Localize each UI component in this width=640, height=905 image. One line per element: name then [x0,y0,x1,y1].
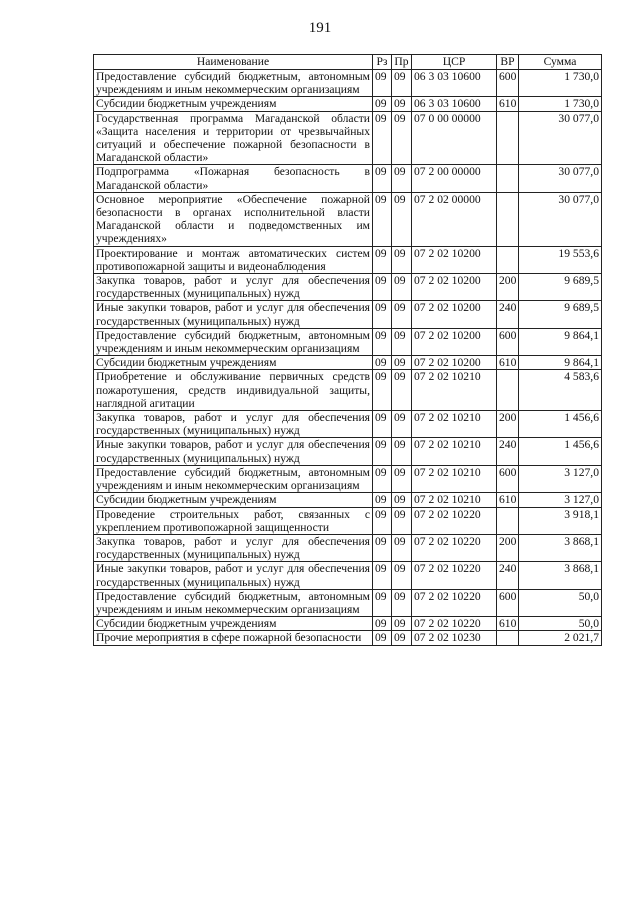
cell-name: Закупка товаров, работ и услуг для обеспечения государственных (муниципальных) нужд [94,534,373,561]
cell-sum: 2 021,7 [519,631,602,645]
cell-pr: 09 [392,589,412,616]
cell-name: Закупка товаров, работ и услуг для обеспечения государственных (муниципальных) нужд [94,411,373,438]
cell-csr: 07 2 02 10200 [412,274,497,301]
cell-rz: 09 [373,562,392,589]
cell-csr: 07 2 02 10210 [412,493,497,507]
table-row [94,356,602,370]
cell-sum: 30 077,0 [519,192,602,246]
cell-rz: 09 [373,617,392,631]
cell-csr: 07 2 02 10210 [412,411,497,438]
cell-name: Субсидии бюджетным учреждениям [94,97,373,111]
cell-name: Прочие мероприятия в сфере пожарной безопасности [94,631,373,645]
cell-name: Приобретение и обслуживание первичных средств пожаротушения, средств индивидуальной защиты, наглядной агитации [94,370,373,411]
cell-name: Предоставление субсидий бюджетным, автономным учреждениям и иным некоммерческим организациям [94,465,373,492]
cell-vr [497,192,519,246]
cell-rz: 09 [373,411,392,438]
table-row [94,165,602,192]
cell-vr: 600 [497,328,519,355]
table-row [94,370,602,411]
table-row [94,97,602,111]
cell-name: Предоставление субсидий бюджетным, автономным учреждениям и иным некоммерческим организациям [94,589,373,616]
table-row [94,246,602,273]
header-sum: Сумма [519,55,602,70]
cell-name: Подпрограмма «Пожарная безопасность в Магаданской области» [94,165,373,192]
table-row [94,111,602,165]
cell-pr: 09 [392,617,412,631]
cell-pr: 09 [392,328,412,355]
cell-vr: 200 [497,274,519,301]
cell-vr: 610 [497,97,519,111]
cell-sum: 9 864,1 [519,356,602,370]
cell-sum: 9 864,1 [519,328,602,355]
cell-rz: 09 [373,192,392,246]
cell-name: Субсидии бюджетным учреждениям [94,356,373,370]
cell-pr: 09 [392,301,412,328]
cell-csr: 07 2 02 10220 [412,589,497,616]
table-row [94,192,602,246]
header-vr: ВР [497,55,519,70]
cell-rz: 09 [373,631,392,645]
cell-sum: 30 077,0 [519,111,602,165]
cell-csr: 07 2 02 10220 [412,534,497,561]
cell-vr [497,507,519,534]
cell-vr: 610 [497,493,519,507]
table-row [94,562,602,589]
cell-csr: 07 2 02 10220 [412,507,497,534]
cell-vr: 240 [497,562,519,589]
cell-rz: 09 [373,70,392,97]
cell-csr: 07 2 02 10210 [412,370,497,411]
cell-rz: 09 [373,328,392,355]
cell-pr: 09 [392,70,412,97]
cell-csr: 07 2 02 10210 [412,438,497,465]
table-row [94,493,602,507]
cell-pr: 09 [392,562,412,589]
table-header-row [94,55,602,70]
cell-rz: 09 [373,356,392,370]
cell-csr: 07 2 02 10200 [412,356,497,370]
cell-csr: 07 2 02 10210 [412,465,497,492]
table-row [94,507,602,534]
cell-vr: 240 [497,301,519,328]
cell-pr: 09 [392,438,412,465]
cell-csr: 07 2 02 10220 [412,562,497,589]
cell-vr [497,370,519,411]
cell-pr: 09 [392,411,412,438]
cell-sum: 3 127,0 [519,493,602,507]
cell-name: Предоставление субсидий бюджетным, автономным учреждениям и иным некоммерческим организациям [94,328,373,355]
cell-sum: 4 583,6 [519,370,602,411]
header-pr: Пр [392,55,412,70]
table-body [94,70,602,646]
header-rz: Рз [373,55,392,70]
header-name: Наименование [94,55,373,70]
cell-pr: 09 [392,356,412,370]
cell-vr: 610 [497,617,519,631]
cell-csr: 07 2 02 10230 [412,631,497,645]
cell-rz: 09 [373,274,392,301]
cell-sum: 1 730,0 [519,70,602,97]
cell-sum: 3 918,1 [519,507,602,534]
cell-csr: 06 3 03 10600 [412,70,497,97]
cell-sum: 50,0 [519,617,602,631]
cell-sum: 1 730,0 [519,97,602,111]
cell-sum: 30 077,0 [519,165,602,192]
table-row [94,589,602,616]
cell-csr: 07 2 02 10200 [412,246,497,273]
cell-rz: 09 [373,493,392,507]
cell-name: Субсидии бюджетным учреждениям [94,617,373,631]
cell-vr: 600 [497,589,519,616]
cell-rz: 09 [373,246,392,273]
cell-name: Основное мероприятие «Обеспечение пожарной безопасности в органах исполнительной власти Магаданской области и подведомственных им учреждениях» [94,192,373,246]
budget-table [93,54,602,646]
cell-sum: 19 553,6 [519,246,602,273]
cell-sum: 1 456,6 [519,438,602,465]
cell-csr: 07 2 02 10200 [412,301,497,328]
cell-name: Предоставление субсидий бюджетным, автономным учреждениям и иным некоммерческим организациям [94,70,373,97]
cell-pr: 09 [392,370,412,411]
cell-csr: 07 2 02 10220 [412,617,497,631]
cell-vr: 200 [497,411,519,438]
cell-rz: 09 [373,97,392,111]
cell-rz: 09 [373,301,392,328]
cell-vr: 600 [497,465,519,492]
cell-csr: 07 2 02 10200 [412,328,497,355]
cell-sum: 1 456,6 [519,411,602,438]
cell-vr [497,631,519,645]
cell-name: Государственная программа Магаданской области «Защита населения и территории от чрезвычайных ситуаций и обеспечение пожарной безопасности в Магаданской области» [94,111,373,165]
table-row [94,465,602,492]
cell-name: Иные закупки товаров, работ и услуг для обеспечения государственных (муниципальных) нужд [94,301,373,328]
cell-pr: 09 [392,192,412,246]
cell-sum: 9 689,5 [519,301,602,328]
cell-pr: 09 [392,274,412,301]
cell-csr: 07 0 00 00000 [412,111,497,165]
cell-rz: 09 [373,589,392,616]
table-row [94,411,602,438]
cell-vr: 200 [497,534,519,561]
cell-pr: 09 [392,507,412,534]
table-row [94,438,602,465]
cell-sum: 9 689,5 [519,274,602,301]
cell-name: Субсидии бюджетным учреждениям [94,493,373,507]
cell-name: Проведение строительных работ, связанных с укреплением противопожарной защищенности [94,507,373,534]
header-csr: ЦСР [412,55,497,70]
cell-rz: 09 [373,165,392,192]
table-row [94,617,602,631]
cell-sum: 3 127,0 [519,465,602,492]
cell-pr: 09 [392,111,412,165]
cell-rz: 09 [373,438,392,465]
cell-name: Закупка товаров, работ и услуг для обеспечения государственных (муниципальных) нужд [94,274,373,301]
cell-rz: 09 [373,370,392,411]
table-row [94,534,602,561]
cell-vr: 240 [497,438,519,465]
cell-pr: 09 [392,534,412,561]
cell-pr: 09 [392,631,412,645]
cell-rz: 09 [373,465,392,492]
cell-rz: 09 [373,507,392,534]
page-number: 191 [308,20,332,36]
cell-rz: 09 [373,111,392,165]
cell-rz: 09 [373,534,392,561]
cell-pr: 09 [392,493,412,507]
cell-vr [497,246,519,273]
cell-vr: 610 [497,356,519,370]
table-row [94,328,602,355]
table-row [94,70,602,97]
cell-pr: 09 [392,465,412,492]
cell-vr [497,165,519,192]
cell-name: Проектирование и монтаж автоматических систем противопожарной защиты и видеонаблюдения [94,246,373,273]
cell-sum: 3 868,1 [519,562,602,589]
cell-pr: 09 [392,246,412,273]
cell-vr: 600 [497,70,519,97]
cell-pr: 09 [392,97,412,111]
cell-sum: 50,0 [519,589,602,616]
cell-csr: 06 3 03 10600 [412,97,497,111]
table-row [94,274,602,301]
cell-name: Иные закупки товаров, работ и услуг для обеспечения государственных (муниципальных) нужд [94,438,373,465]
table-row [94,631,602,645]
cell-name: Иные закупки товаров, работ и услуг для обеспечения государственных (муниципальных) нужд [94,562,373,589]
cell-sum: 3 868,1 [519,534,602,561]
cell-csr: 07 2 02 00000 [412,192,497,246]
cell-vr [497,111,519,165]
cell-pr: 09 [392,165,412,192]
table-row [94,301,602,328]
cell-csr: 07 2 00 00000 [412,165,497,192]
